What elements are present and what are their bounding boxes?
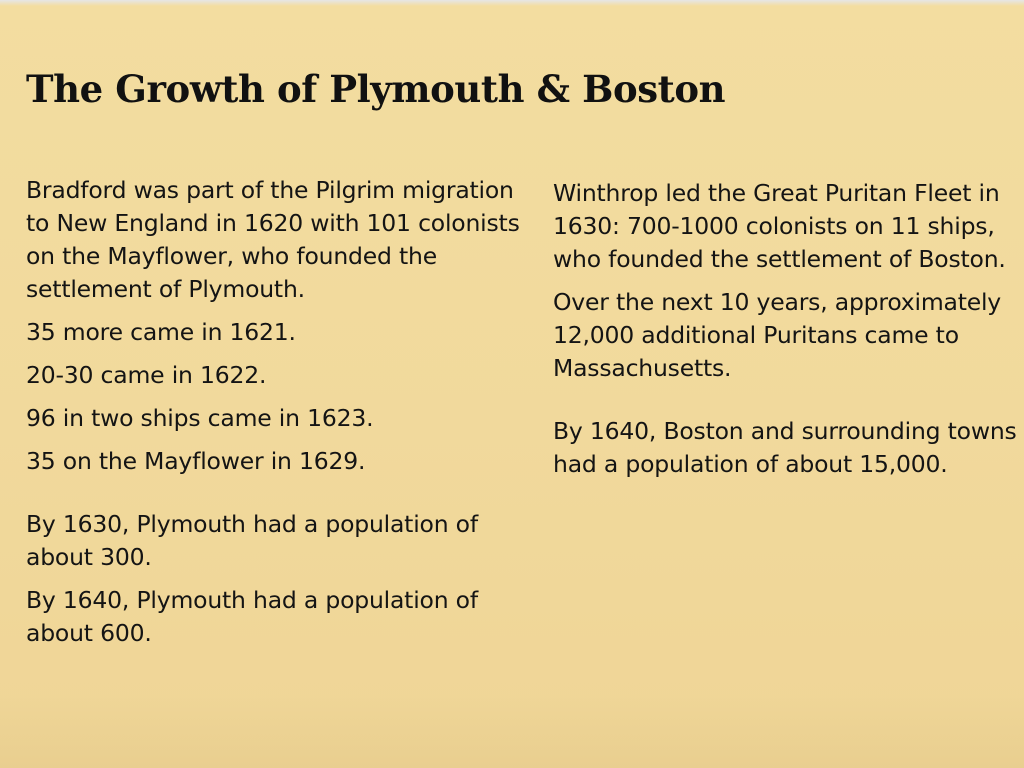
- boston-fleet-paragraph: Winthrop led the Great Puritan Fleet in 1630: 700-1000 colonists on 11 ships, who founded the settlement of Boston.: [553, 179, 1006, 273]
- arrivals-1622: 20-30 came in 1622.: [26, 361, 267, 389]
- right-column: [553, 177, 1018, 491]
- puritan-migration-paragraph: Over the next 10 years, approximately 12,000 additional Puritans came to Massachusetts.: [553, 288, 1002, 382]
- left-column: [26, 174, 526, 660]
- slide-bottom-band: [0, 695, 1024, 768]
- boston-population-1640: By 1640, Boston and surrounding towns had a population of about 15,000.: [553, 417, 1017, 478]
- arrivals-1621: 35 more came in 1621.: [26, 318, 296, 346]
- plymouth-migration-paragraph: Bradford was part of the Pilgrim migration to New England in 1620 with 101 colonists on the Mayflower, who founded the settlement of Plymouth.: [26, 176, 520, 303]
- slide-top-edge: [0, 0, 1024, 6]
- slide-title: The Growth of Plymouth & Boston: [26, 67, 726, 111]
- plymouth-population-1640: By 1640, Plymouth had a population of about 600.: [26, 586, 478, 647]
- plymouth-population-1630: By 1630, Plymouth had a population of about 300.: [26, 510, 478, 571]
- arrivals-1629: 35 on the Mayflower in 1629.: [26, 447, 366, 475]
- arrivals-1623: 96 in two ships came in 1623.: [26, 404, 374, 432]
